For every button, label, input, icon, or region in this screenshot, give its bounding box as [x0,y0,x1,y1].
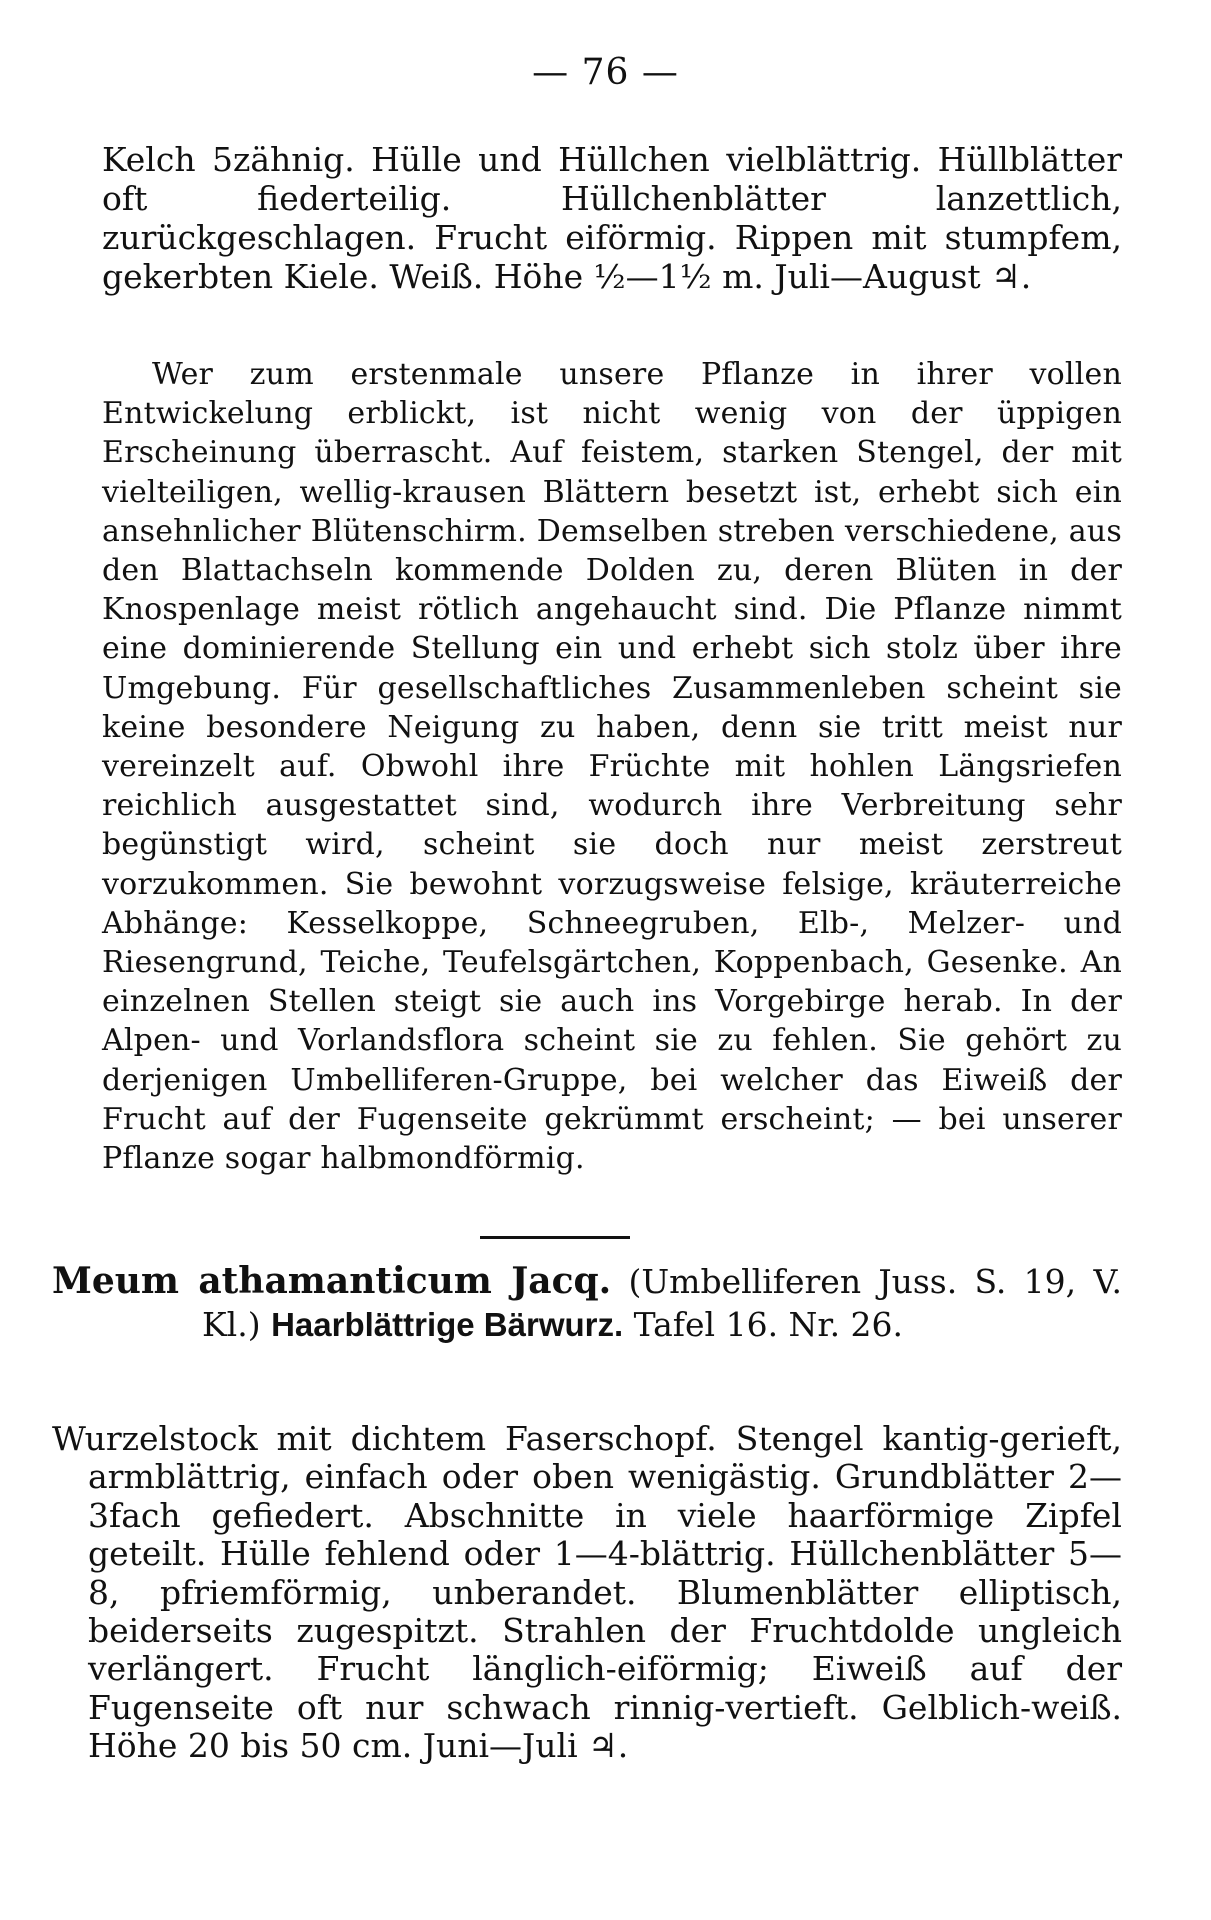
species-plate-reference: Tafel 16. Nr. 26. [633,1305,904,1344]
species-latin-name: Meum athamanticum Jacq. [52,1260,612,1302]
description-paragraph-previous-species: Kelch 5zähnig. Hülle und Hüllchen vielblättrig. Hüllblätter oft fiederteilig. Hüllchenblätter lanzettlich, zurückgeschlagen. Frucht eiförmig. Rippen mit stumpfem, gekerbten Kiele. Weiß. Höhe ½—1½ m. Juli—August ♃. [102,140,1122,296]
species-description-text: Wurzelstock mit dichtem Faserschopf. Stengel kantig-gerieft, armblättrig, einfach oder oben wenigästig. Grundblätter 2—3fach gefiedert. Abschnitte in viele haarförmige Zipfel geteilt. Hülle fehlend oder 1—4-blättrig. Hüllchenblätter 5—8, pfriemförmig, unberandet. Blumenblätter elliptisch, beiderseits zugespitzt. Strahlen der Fruchtdolde ungleich verlängert. Frucht länglich-eiförmig; Eiweiß auf der Fugenseite oft nur schwach rinnig-vertieft. Gelblich-weiß. Höhe 20 bis 50 cm. Juni—Juli ♃. [52,1419,1122,1766]
section-divider [480,1236,630,1239]
narrative-paragraph-fraktur: Wer zum erstenmale unsere Pflanze in ihrer vollen Entwickelung erblickt, ist nicht wenig von der üppigen Erscheinung überrascht. Auf feistem, starken Stengel, der mit vielteiligen, wellig-krausen Blättern besetzt ist, erhebt sich ein ansehnlicher Blütenschirm. Demselben streben verschiedene, aus den Blattachseln kommende Dolden zu, deren Blüten in der Knospenlage meist rötlich angehaucht sind. Die Pflanze nimmt eine dominierende Stellung ein und erhebt sich stolz über ihre Umgebung. Für gesellschaftliches Zusammenleben scheint sie keine besondere Neigung zu haben, denn sie tritt meist nur vereinzelt auf. Obwohl ihre Früchte mit hohlen Längsriefen reichlich ausgestattet sind, wodurch ihre Verbreitung sehr begünstigt wird, scheint sie doch nur meist zerstreut vorzukommen. Sie bewohnt vorzugsweise felsige, kräuterreiche Abhänge: Kesselkoppe, Schneegruben, Elb-, Melzer- und Riesengrund, Teiche, Teufelsgärtchen, Koppenbach, Gesenke. An einzelnen Stellen steigt sie auch ins Vorgebirge herab. In der Alpen- und Vorlandsflora scheint sie zu fehlen. Sie gehört zu derjenigen Umbelliferen-Gruppe, bei welcher das Eiweiß der Frucht auf der Fugenseite gekrümmt erscheint; — bei unserer Pflanze sogar halbmondförmig. [102,357,1122,1177]
page-number: — 76 — [532,52,679,93]
species-common-name: Haarblättrige Bärwurz. [271,1306,624,1343]
species-description-paragraph [52,1420,1122,1766]
species-heading [52,1260,1122,1346]
species-heading-line [52,1260,1122,1346]
species-classification: (Umbelliferen Juss. S. 19, V. Kl.) [202,1262,1122,1344]
